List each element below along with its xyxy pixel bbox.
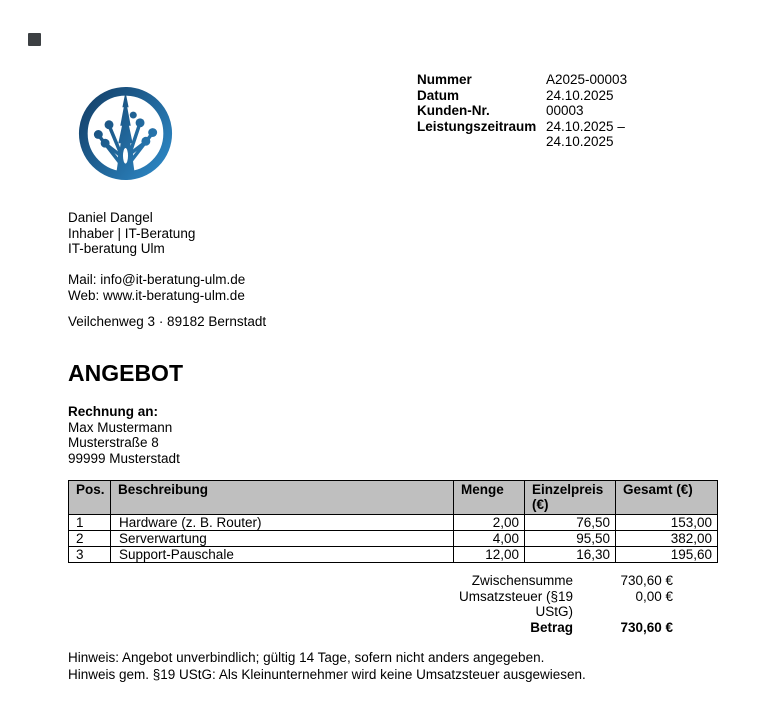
table-row xyxy=(69,531,718,547)
sender-address xyxy=(68,314,266,330)
sender-mail: Mail: info@it-beratung-ulm.de xyxy=(68,272,246,287)
totals-value: 730,60 € xyxy=(620,573,673,588)
footer-notes xyxy=(68,650,586,683)
totals-label: Umsatzsteuer (§19 UStG) xyxy=(458,588,573,619)
sender-name: Daniel Dangel xyxy=(68,210,153,225)
items-table-header-row xyxy=(69,481,718,515)
cell-description: Hardware (z. B. Router) xyxy=(111,515,454,531)
cell-quantity: 2,00 xyxy=(454,515,525,531)
note-ustg: Hinweis gem. §19 UStG: Als Kleinunternehmer wird keine Umsatzsteuer ausgewiesen. xyxy=(68,666,586,682)
table-row xyxy=(69,547,718,563)
recipient-block xyxy=(68,404,180,466)
sender-contact xyxy=(68,272,245,303)
col-header-einzelpreis: Einzelpreis (€) xyxy=(525,481,616,515)
cell-pos: 2 xyxy=(69,531,111,547)
cell-quantity: 4,00 xyxy=(454,531,525,547)
cell-total: 195,60 xyxy=(616,547,718,563)
col-header-pos: Pos. xyxy=(69,481,111,515)
recipient-name: Max Mustermann xyxy=(68,419,173,435)
cell-total: 382,00 xyxy=(616,531,718,547)
col-header-beschreibung: Beschreibung xyxy=(111,481,454,515)
note-validity: Hinweis: Angebot unverbindlich; gültig 14 Tage, sofern nicht anders angegeben. xyxy=(68,650,545,665)
totals-label: Betrag xyxy=(530,619,573,635)
meta-label-nummer: Nummer xyxy=(417,72,472,87)
sender-role: Inhaber | IT-Beratung xyxy=(68,225,196,241)
totals-row-zwischensumme xyxy=(449,573,673,589)
corner-marker xyxy=(28,33,41,46)
cell-unit-price: 95,50 xyxy=(525,531,616,547)
cell-pos: 3 xyxy=(69,547,111,563)
document-title: ANGEBOT xyxy=(68,360,183,386)
totals-block xyxy=(449,573,673,635)
sender-company: IT-beratung Ulm xyxy=(68,241,165,256)
totals-row-umsatzsteuer xyxy=(449,589,673,620)
cell-unit-price: 76,50 xyxy=(525,515,616,531)
meta-label-kundennr: Kunden-Nr. xyxy=(417,103,490,118)
meta-value-kundennr: 00003 xyxy=(546,103,584,118)
meta-value-nummer: A2025-00003 xyxy=(546,72,628,87)
totals-label: Zwischensumme xyxy=(471,573,573,588)
cell-unit-price: 16,30 xyxy=(525,547,616,563)
sender-address-line: Veilchenweg 3 · 89182 Bernstadt xyxy=(68,314,267,329)
totals-row-betrag xyxy=(449,620,673,636)
totals-value: 730,60 € xyxy=(620,619,673,635)
cell-pos: 1 xyxy=(69,515,111,531)
company-logo xyxy=(77,85,174,182)
recipient-city: 99999 Musterstadt xyxy=(68,450,180,466)
table-row xyxy=(69,515,718,531)
recipient-street: Musterstraße 8 xyxy=(68,435,159,450)
it-beratung-ulm-logo-icon xyxy=(77,85,174,182)
cell-description: Serverwartung xyxy=(111,531,454,547)
col-header-menge: Menge xyxy=(454,481,525,515)
invoice-meta xyxy=(417,72,646,150)
meta-value-leistungszeitraum: 24.10.2025 – 24.10.2025 xyxy=(546,118,625,149)
cell-total: 153,00 xyxy=(616,515,718,531)
cell-quantity: 12,00 xyxy=(454,547,525,563)
sender-block xyxy=(68,210,195,257)
totals-value: 0,00 € xyxy=(635,588,673,604)
items-table xyxy=(68,480,718,563)
meta-value-datum: 24.10.2025 xyxy=(546,87,614,103)
meta-label-datum: Datum xyxy=(417,87,460,103)
sender-web: Web: www.it-beratung-ulm.de xyxy=(68,287,245,303)
col-header-gesamt: Gesamt (€) xyxy=(616,481,718,515)
recipient-heading: Rechnung an: xyxy=(68,404,158,419)
meta-label-leistungszeitraum: Leistungszeitraum xyxy=(417,118,537,134)
cell-description: Support-Pauschale xyxy=(111,547,454,563)
